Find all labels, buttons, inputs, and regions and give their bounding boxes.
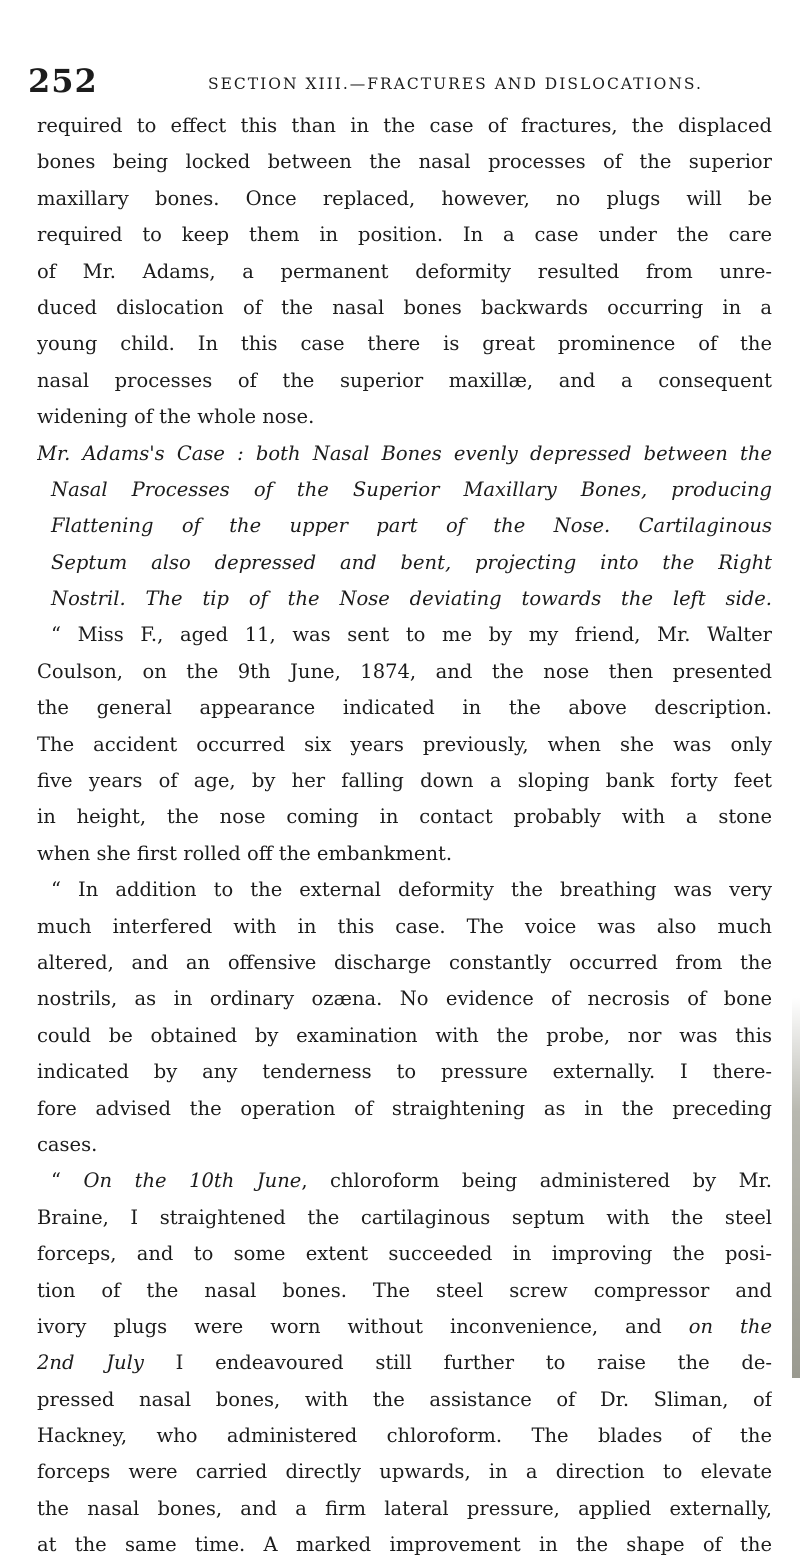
- text-fragment: I endeavoured still further to raise the de-: [175, 1351, 772, 1375]
- text-line: of Mr. Adams, a permanent deformity resulted from unre-: [37, 259, 772, 283]
- text-line: nostrils, as in ordinary ozæna. No evidence of necrosis of bone: [37, 987, 772, 1011]
- text-line: Braine, I straightened the cartilaginous septum with the steel: [37, 1205, 772, 1229]
- text-line: forceps, and to some extent succeeded in improving the posi-: [37, 1242, 772, 1266]
- text-line: “ In addition to the external deformity the breathing was very: [51, 878, 772, 902]
- text-fragment: , chloroform being administered by Mr.: [301, 1169, 772, 1193]
- text-line: young child. In this case there is great prominence of the: [37, 332, 772, 356]
- text-line: duced dislocation of the nasal bones backwards occurring in a: [37, 295, 772, 319]
- text-line: tion of the nasal bones. The steel screw compressor and: [37, 1278, 772, 1302]
- case-heading-line: Flattening of the upper part of the Nose. Cartilaginous: [51, 514, 772, 538]
- text-line: could be obtained by examination with the probe, nor was this: [37, 1023, 772, 1047]
- text-line: maxillary bones. Once replaced, however, no plugs will be: [37, 186, 772, 210]
- text-line: nasal processes of the superior maxillæ, and a consequent: [37, 368, 772, 392]
- text-line: required to keep them in position. In a case under the care: [37, 223, 772, 247]
- text-line: altered, and an offensive discharge constantly occurred from the: [37, 950, 772, 974]
- text-line: forceps were carried directly upwards, in a direction to elevate: [37, 1460, 772, 1484]
- text-fragment: ivory plugs were worn without inconvenience, and: [37, 1314, 662, 1338]
- text-line: at the same time. A marked improvement in the shape of the: [37, 1533, 772, 1557]
- text-line: cases.: [37, 1132, 98, 1156]
- text-line: widening of the whole nose.: [37, 405, 315, 429]
- page-number: 252: [28, 62, 98, 100]
- text-line: “ Miss F., aged 11, was sent to me by my friend, Mr. Walter: [51, 623, 772, 647]
- page-header: [28, 62, 760, 102]
- open-quote: “: [51, 1169, 61, 1193]
- text-line: when she first rolled off the embankment.: [37, 841, 453, 865]
- text-line: in height, the nose coming in contact probably with a stone: [37, 805, 772, 829]
- case-heading-line: Mr. Adams's Case : both Nasal Bones evenly depressed between the: [37, 441, 772, 465]
- text-line: bones being locked between the nasal processes of the superior: [37, 150, 772, 174]
- text-line: [37, 1163, 772, 1199]
- text-line: fore advised the operation of straightening as in the preceding: [37, 1096, 772, 1120]
- case-heading-line: Septum also depressed and bent, projecting into the Right: [51, 550, 772, 574]
- case-heading-line: Nostril. The tip of the Nose deviating towards the left side.: [51, 587, 772, 611]
- running-head: SECTION XIII.—FRACTURES AND DISLOCATIONS.: [208, 75, 703, 93]
- text-line: pressed nasal bones, with the assistance of Dr. Sliman, of: [37, 1387, 772, 1411]
- text-line: the general appearance indicated in the above description.: [37, 696, 772, 720]
- text-line: Coulson, on the 9th June, 1874, and the nose then presented: [37, 659, 772, 683]
- date-reference: On the 10th June: [83, 1169, 302, 1193]
- date-reference: 2nd July: [37, 1351, 144, 1375]
- case-heading-line: Nasal Processes of the Superior Maxillary Bones, producing: [51, 477, 772, 501]
- text-line: much interfered with in this case. The voice was also much: [37, 914, 772, 938]
- date-reference: on the: [688, 1314, 772, 1338]
- text-line: required to effect this than in the case of fractures, the displaced: [37, 114, 772, 137]
- page-edge-shadow: [792, 998, 800, 1378]
- text-line: five years of age, by her falling down a sloping bank forty feet: [37, 769, 772, 793]
- body-text: [37, 108, 772, 1564]
- text-line: Hackney, who administered chloroform. The blades of the: [37, 1424, 772, 1448]
- text-line: The accident occurred six years previously, when she was only: [37, 732, 772, 756]
- text-line: the nasal bones, and a firm lateral pressure, applied externally,: [37, 1496, 772, 1520]
- text-line: indicated by any tenderness to pressure externally. I there-: [37, 1060, 772, 1084]
- text-line: [37, 1345, 772, 1381]
- text-line: [37, 1309, 772, 1345]
